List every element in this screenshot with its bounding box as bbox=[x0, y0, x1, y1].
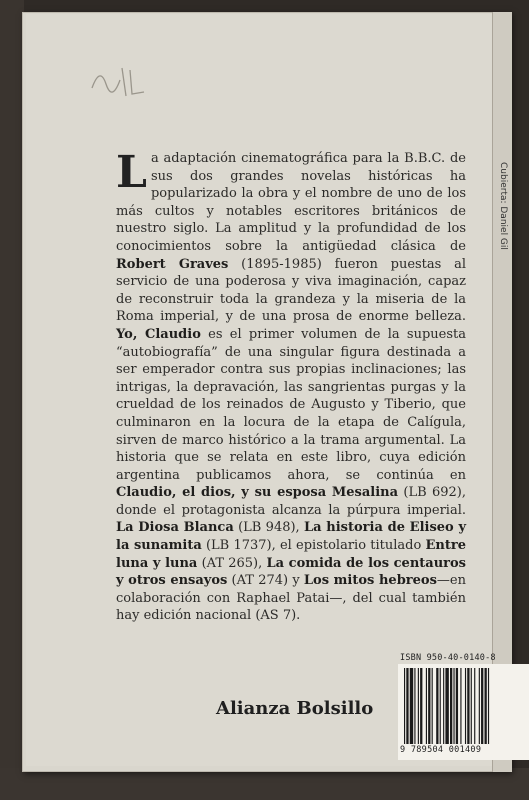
cover-credit: Cubierta: Daniel Gil bbox=[498, 162, 508, 250]
related-title: Los mitos hebreos bbox=[303, 573, 437, 589]
barcode-bar bbox=[467, 668, 469, 744]
book-title: Yo, Claudio bbox=[116, 326, 201, 342]
synopsis-part: (AT 265), bbox=[197, 555, 267, 571]
synopsis-part: (LB 1737), el epistolario titulado bbox=[201, 538, 426, 554]
author-name: Robert Graves bbox=[116, 256, 229, 272]
barcode-bar bbox=[418, 668, 419, 744]
synopsis-part: —en colaboración con Raphael Patai—, del cual también hay edición nacional (AS 7). bbox=[116, 573, 466, 624]
barcode-bar bbox=[471, 668, 472, 744]
barcode-bar bbox=[426, 668, 427, 744]
barcode-bar bbox=[465, 668, 466, 744]
synopsis-part: (AT 274) y bbox=[227, 573, 304, 589]
barcode-bar bbox=[474, 668, 475, 744]
related-title: La comida de los centauros y otros ensayos bbox=[116, 555, 466, 589]
book-back-cover bbox=[22, 12, 511, 772]
barcode-bar bbox=[460, 668, 461, 744]
barcode-bar bbox=[485, 668, 487, 744]
related-title: Entre luna y luna bbox=[116, 538, 467, 571]
barcode-bar bbox=[445, 668, 448, 744]
barcode-bar bbox=[428, 668, 430, 744]
table-surface-bottom bbox=[0, 768, 529, 800]
publisher-logo: Alianza Bolsillo bbox=[216, 698, 374, 719]
synopsis-part: (1895-1985) fueron puestas al servicio de una poderosa y viva imaginación, capaz de reconstruir toda la grandeza y la miseria de la Roma imperial, y de una prosa de enorme belleza. bbox=[116, 256, 466, 325]
barcode-bar bbox=[410, 668, 413, 744]
synopsis-part: a adaptación cinematográfica para la B.B.C. de sus dos grandes novelas históricas ha popularizado la obra y el nombre de uno de los más cultos y notables escritores británicos de nuestro siglo. La amplitud y la profundidad de los conocimientos sobre la antigüedad clásica de bbox=[116, 151, 466, 254]
barcode-icon bbox=[402, 668, 526, 744]
barcode-bar bbox=[450, 668, 452, 744]
barcode-bar bbox=[414, 668, 415, 744]
barcode-bar bbox=[432, 668, 433, 744]
pencil-scribble-icon bbox=[86, 58, 166, 104]
table-surface-left bbox=[0, 0, 24, 800]
barcode-bar bbox=[406, 668, 408, 744]
related-title: La Diosa Blanca bbox=[116, 520, 234, 536]
barcode-bar bbox=[404, 668, 405, 744]
drop-cap: L bbox=[116, 147, 147, 198]
barcode-bar bbox=[436, 668, 438, 744]
barcode-bar bbox=[443, 668, 444, 744]
barcode-number: 9 789504 001409 bbox=[400, 745, 482, 755]
barcode-bar bbox=[481, 668, 483, 744]
synopsis-part: (LB 692), donde el protagonista alcanza la púrpura imperial. bbox=[116, 485, 466, 518]
synopsis-part: (LB 948), bbox=[233, 520, 305, 536]
barcode-bar bbox=[456, 668, 458, 744]
barcode-bar bbox=[479, 668, 480, 744]
related-title: Claudio, el dios, y su esposa Mesalina bbox=[116, 485, 399, 501]
isbn-label: ISBN 950-40-0140-8 bbox=[400, 653, 496, 663]
related-title: La historia de Eliseo y la sunamita bbox=[116, 520, 466, 554]
synopsis-part: es el primer volumen de la supuesta “autobiografía” de una singular figura destinada a ser emperador contra sus propias inclinaciones; las intrigas, la depravación, las sangrientas purgas y la crueldad de los reinados de Augusto y Tiberio, que culminaron en la locura de la etapa de Calígula, sirven de marco histórico a la trama argumental. La historia que se relata en este libro, cuya edición argentina publicamos ahora, se continúa en bbox=[116, 326, 466, 483]
barcode-bar bbox=[453, 668, 454, 744]
barcode-bar bbox=[440, 668, 441, 744]
barcode-bar bbox=[488, 668, 489, 744]
barcode-bar bbox=[420, 668, 422, 744]
barcode-panel bbox=[398, 664, 529, 760]
synopsis-text bbox=[116, 147, 467, 625]
